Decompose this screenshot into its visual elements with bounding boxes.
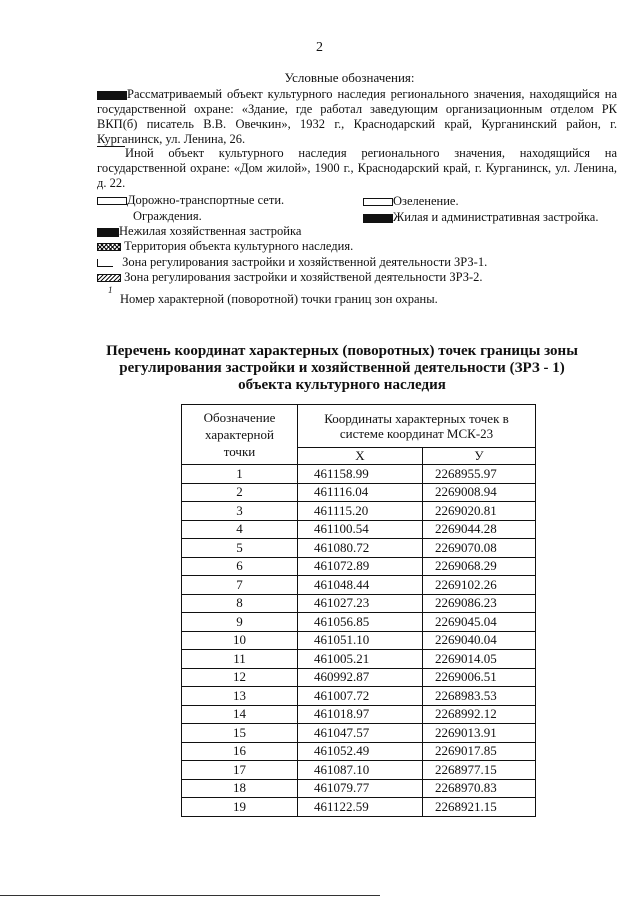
black-fill-symbol-icon bbox=[97, 91, 127, 100]
page-number: 2 bbox=[316, 40, 323, 55]
point-number-cell: 15 bbox=[182, 724, 298, 743]
x-coordinate-cell: 461007.72 bbox=[298, 687, 423, 706]
x-coordinate-cell: 461052.49 bbox=[298, 742, 423, 761]
y-coordinate-cell: 2269070.08 bbox=[423, 539, 536, 558]
legend-item-greening: Озеленение. bbox=[363, 194, 459, 209]
legend-item-other-object: Иной объект культурного наследия регионального значения, находящийся на государственной охране: «Дом жилой», 1900 г., Краснодарский край, г. Курганинск, ул. Ленина, д. 22. bbox=[97, 146, 617, 190]
header-x: X bbox=[298, 448, 423, 465]
y-coordinate-cell: 2269068.29 bbox=[423, 557, 536, 576]
table-title-line-3: объекта культурного наследия bbox=[238, 377, 446, 393]
point-number-cell: 7 bbox=[182, 576, 298, 595]
y-coordinate-cell: 2268977.15 bbox=[423, 761, 536, 780]
point-number-cell: 5 bbox=[182, 539, 298, 558]
crosshatch-symbol-icon bbox=[97, 243, 121, 251]
footer-divider bbox=[0, 895, 380, 896]
y-coordinate-cell: 2269006.51 bbox=[423, 668, 536, 687]
point-number-cell: 11 bbox=[182, 650, 298, 669]
x-coordinate-cell: 461116.04 bbox=[298, 483, 423, 502]
table-row bbox=[182, 650, 536, 669]
point-number-cell: 1 bbox=[182, 465, 298, 484]
table-row bbox=[182, 742, 536, 761]
table-title-line-1: Перечень координат характерных (поворотных) точек границы зоны bbox=[106, 343, 578, 359]
table-row bbox=[182, 465, 536, 484]
x-coordinate-cell: 461005.21 bbox=[298, 650, 423, 669]
legend-item-nonresidential: Нежилая хозяйственная застройка bbox=[97, 224, 301, 239]
table-row bbox=[182, 668, 536, 687]
header-point-designation: Обозначение характерной точки bbox=[182, 405, 298, 465]
diagonal-hatch-symbol-icon bbox=[97, 274, 121, 282]
point-number-cell: 12 bbox=[182, 668, 298, 687]
y-coordinate-cell: 2269086.23 bbox=[423, 594, 536, 613]
point-number-cell: 10 bbox=[182, 631, 298, 650]
y-coordinate-cell: 2268921.15 bbox=[423, 798, 536, 817]
x-coordinate-cell: 461115.20 bbox=[298, 502, 423, 521]
point-number-cell: 2 bbox=[182, 483, 298, 502]
x-coordinate-cell: 461079.77 bbox=[298, 779, 423, 798]
y-coordinate-cell: 2269014.05 bbox=[423, 650, 536, 669]
x-coordinate-cell: 461122.59 bbox=[298, 798, 423, 817]
point-number-cell: 16 bbox=[182, 742, 298, 761]
legend-title: Условные обозначения: bbox=[284, 70, 415, 85]
legend-item-roads: Дорожно-транспортные сети. bbox=[97, 193, 284, 208]
x-coordinate-cell: 461056.85 bbox=[298, 613, 423, 632]
point-number-cell: 18 bbox=[182, 779, 298, 798]
table-row bbox=[182, 576, 536, 595]
x-coordinate-cell: 461047.57 bbox=[298, 724, 423, 743]
legend-item-zrz1: Зона регулирования застройки и хозяйственной деятельности ЗРЗ-1. bbox=[97, 255, 487, 270]
table-row bbox=[182, 761, 536, 780]
table-row bbox=[182, 539, 536, 558]
black-fill-symbol-icon bbox=[363, 214, 393, 223]
x-coordinate-cell: 461027.23 bbox=[298, 594, 423, 613]
table-row bbox=[182, 502, 536, 521]
legend-item-zrz2: Зона регулирования застройки и хозяйственой деятельности ЗРЗ-2. bbox=[97, 270, 483, 285]
table-row bbox=[182, 705, 536, 724]
legend-item-main-object: Рассматриваемый объект культурного наследия регионального значения, находящийся на государственной охране: «Здание, где работал заведующим организационным отделом РК ВКП(б) писатель В.В. Овечкин», 1932 г., Краснодарский край, Курганинский район, г. Курганинск, ул. Ленина, 26. bbox=[97, 87, 617, 146]
y-coordinate-cell: 2269013.91 bbox=[423, 724, 536, 743]
legend-item-fences: Ограждения. bbox=[133, 209, 202, 223]
y-coordinate-cell: 2269020.81 bbox=[423, 502, 536, 521]
y-coordinate-cell: 2269102.26 bbox=[423, 576, 536, 595]
thin-line-symbol-icon bbox=[97, 146, 125, 147]
legend-item-heritage-territory: Территория объекта культурного наследия. bbox=[97, 239, 353, 254]
x-coordinate-cell: 460992.87 bbox=[298, 668, 423, 687]
table-row bbox=[182, 724, 536, 743]
outline-rect-symbol-icon bbox=[363, 198, 393, 206]
y-coordinate-cell: 2268970.83 bbox=[423, 779, 536, 798]
y-coordinate-cell: 2268983.53 bbox=[423, 687, 536, 706]
y-coordinate-cell: 2269017.85 bbox=[423, 742, 536, 761]
y-coordinate-cell: 2268992.12 bbox=[423, 705, 536, 724]
x-coordinate-cell: 461087.10 bbox=[298, 761, 423, 780]
point-number-cell: 19 bbox=[182, 798, 298, 817]
point-number-cell: 4 bbox=[182, 520, 298, 539]
point-number-cell: 14 bbox=[182, 705, 298, 724]
header-y: У bbox=[423, 448, 536, 465]
point-number-cell: 9 bbox=[182, 613, 298, 632]
point-number-symbol: 1 bbox=[108, 285, 113, 295]
point-number-cell: 17 bbox=[182, 761, 298, 780]
table-row bbox=[182, 798, 536, 817]
x-coordinate-cell: 461051.10 bbox=[298, 631, 423, 650]
table-row bbox=[182, 613, 536, 632]
header-coordinates: Координаты характерных точек в системе координат МСК-23 bbox=[298, 405, 536, 448]
x-coordinate-cell: 461158.99 bbox=[298, 465, 423, 484]
legend-item-residential: Жилая и административная застройка. bbox=[363, 210, 598, 225]
point-number-cell: 3 bbox=[182, 502, 298, 521]
point-number-cell: 13 bbox=[182, 687, 298, 706]
outline-rect-symbol-icon bbox=[97, 197, 127, 205]
table-row bbox=[182, 557, 536, 576]
y-coordinate-cell: 2269008.94 bbox=[423, 483, 536, 502]
y-coordinate-cell: 2269044.28 bbox=[423, 520, 536, 539]
point-number-cell: 8 bbox=[182, 594, 298, 613]
y-coordinate-cell: 2268955.97 bbox=[423, 465, 536, 484]
y-coordinate-cell: 2269040.04 bbox=[423, 631, 536, 650]
black-fill-symbol-icon bbox=[97, 228, 119, 237]
corner-line-symbol-icon bbox=[97, 259, 113, 267]
x-coordinate-cell: 461018.97 bbox=[298, 705, 423, 724]
table-row bbox=[182, 779, 536, 798]
table-row bbox=[182, 483, 536, 502]
table-row bbox=[182, 631, 536, 650]
x-coordinate-cell: 461072.89 bbox=[298, 557, 423, 576]
table-row bbox=[182, 687, 536, 706]
x-coordinate-cell: 461080.72 bbox=[298, 539, 423, 558]
table-title-line-2: регулирования застройки и хозяйственной деятельности (ЗРЗ - 1) bbox=[119, 360, 565, 376]
table-row bbox=[182, 594, 536, 613]
x-coordinate-cell: 461100.54 bbox=[298, 520, 423, 539]
point-number-cell: 6 bbox=[182, 557, 298, 576]
coordinates-table bbox=[181, 404, 536, 817]
y-coordinate-cell: 2269045.04 bbox=[423, 613, 536, 632]
table-row bbox=[182, 520, 536, 539]
x-coordinate-cell: 461048.44 bbox=[298, 576, 423, 595]
legend-item-point-number: Номер характерной (поворотной) точки границ зон охраны. bbox=[120, 292, 438, 306]
